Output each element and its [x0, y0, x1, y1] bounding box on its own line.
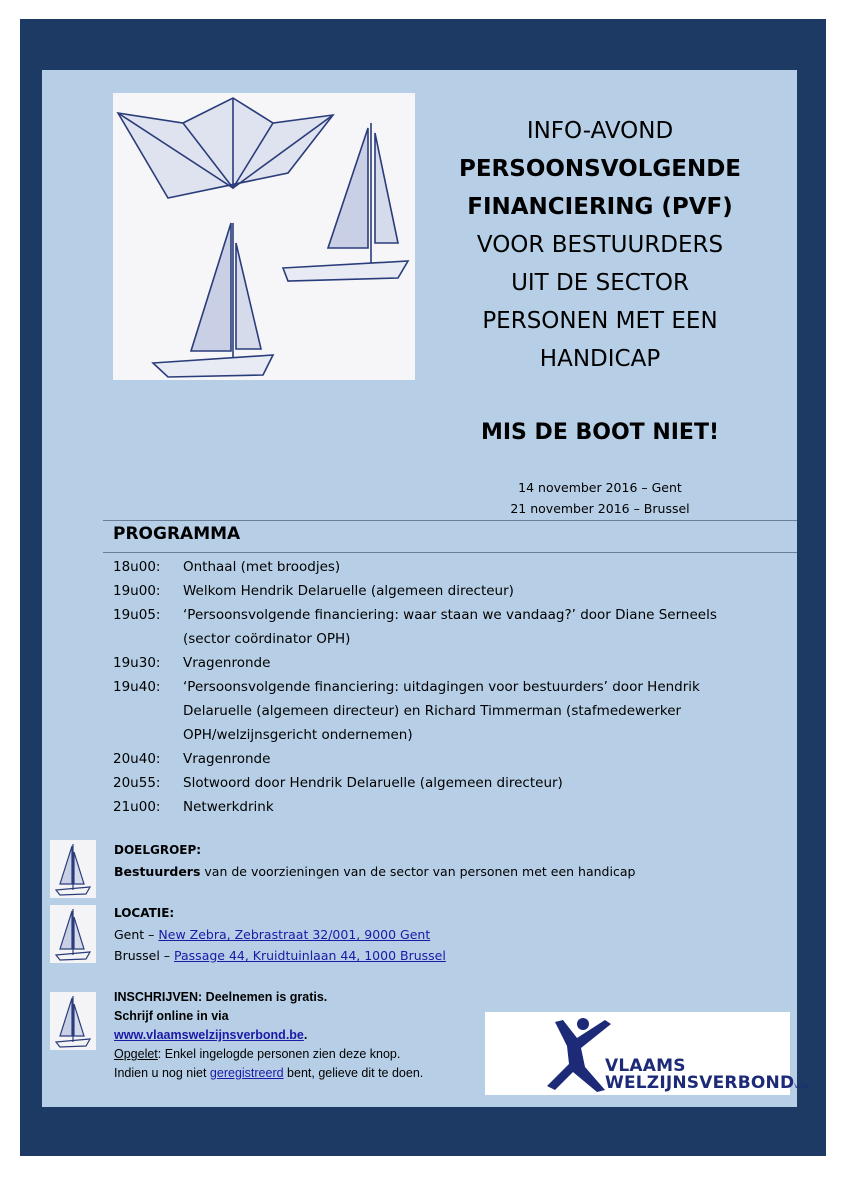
program-item [113, 603, 753, 651]
register-text-b: bent, gelieve dit te doen. [283, 1066, 424, 1080]
brussel-location-link[interactable]: Passage 44, Kruidtuinlaan 44, 1000 Brussel [174, 948, 446, 963]
program-item [113, 675, 753, 747]
program-list [113, 555, 753, 819]
program-time: 18u00: [113, 559, 161, 575]
event-title [430, 112, 770, 378]
title-line-7: HANDICAP [539, 346, 661, 372]
program-time: 20u40: [113, 751, 161, 767]
opgelet-label: Opgelet [114, 1047, 158, 1061]
program-item [113, 651, 753, 675]
inschrijven-instruction: Schrijf online in via [114, 1009, 229, 1023]
program-item [113, 555, 753, 579]
sailboat-icon [50, 905, 96, 963]
program-heading: PROGRAMMA [113, 524, 241, 544]
doelgroep-heading: DOELGROEP: [114, 843, 202, 857]
program-item [113, 771, 753, 795]
logo-line-2: WELZIJNSVERBOND [605, 1073, 795, 1093]
doelgroep-bold: Bestuurders [114, 864, 201, 879]
program-time: 19u40: [113, 679, 161, 695]
website-link[interactable]: www.vlaamswelzijnsverbond.be [114, 1028, 304, 1042]
opgelet-text: : Enkel ingelogde personen zien deze knop. [157, 1047, 401, 1061]
doelgroep-section [114, 840, 774, 882]
program-item [113, 747, 753, 771]
logo-text [605, 1058, 809, 1095]
program-text: Vragenronde [183, 655, 271, 671]
sailboats-icon [113, 93, 415, 380]
date-brussel: 21 november 2016 – Brussel [510, 501, 690, 516]
tagline: MIS DE BOOT NIET! [480, 420, 720, 445]
locatie-heading: LOCATIE: [114, 906, 175, 920]
sailboat-icon [50, 992, 96, 1050]
program-text: Welkom Hendrik Delaruelle (algemeen directeur) [183, 583, 514, 599]
doelgroep-text: van de voorzieningen van de sector van personen met een handicap [200, 864, 636, 879]
brussel-label: Brussel – [114, 948, 175, 963]
title-line-6: PERSONEN MET EEN [482, 308, 718, 334]
program-time: 20u55: [113, 775, 161, 791]
sailboat-icon [50, 840, 96, 898]
program-text: Onthaal (met broodjes) [183, 559, 341, 575]
locatie-section [114, 903, 774, 966]
program-item [113, 579, 753, 603]
gent-location-link[interactable]: New Zebra, Zebrastraat 32/001, 9000 Gent [158, 927, 431, 942]
divider [103, 520, 797, 521]
period: . [303, 1028, 308, 1042]
logo-line-1: VLAAMS [605, 1056, 686, 1076]
event-dates [430, 477, 770, 519]
program-text: Slotwoord door Hendrik Delaruelle (algemeen directeur) [183, 775, 563, 791]
logo-suffix: VZW [794, 1083, 810, 1090]
title-line-1: INFO-AVOND [526, 118, 674, 144]
date-gent: 14 november 2016 – Gent [518, 480, 682, 495]
title-line-2: PERSOONSVOLGENDE [458, 156, 741, 182]
program-item [113, 795, 753, 819]
program-text: ‘Persoonsvolgende financiering: uitdagingen voor bestuurders’ door Hendrik Delaruelle (algemeen directeur) en Richard Timmerman (stafmedewerker OPH/welzijnsgericht ondernemen) [183, 679, 700, 743]
title-line-4: VOOR BESTUURDERS [476, 232, 724, 258]
title-line-5: UIT DE SECTOR [511, 270, 689, 296]
gent-label: Gent – [114, 927, 159, 942]
program-time: 19u30: [113, 655, 161, 671]
register-link[interactable]: geregistreerd [209, 1066, 284, 1080]
program-time: 19u00: [113, 583, 161, 599]
program-text: ‘Persoonsvolgende financiering: waar staan we vandaag?’ door Diane Serneels (sector coördinator OPH) [183, 607, 717, 647]
program-text: Netwerkdrink [183, 799, 274, 815]
paper-boats-illustration [113, 93, 415, 380]
program-time: 19u05: [113, 607, 161, 623]
program-text: Vragenronde [183, 751, 271, 767]
inschrijven-heading: INSCHRIJVEN: Deelnemen is gratis. [114, 990, 328, 1004]
program-time: 21u00: [113, 799, 161, 815]
inschrijven-section [114, 988, 494, 1083]
title-line-3: FINANCIERING (PVF) [467, 194, 733, 220]
register-text-a: Indien u nog niet [114, 1066, 210, 1080]
divider [103, 552, 797, 553]
